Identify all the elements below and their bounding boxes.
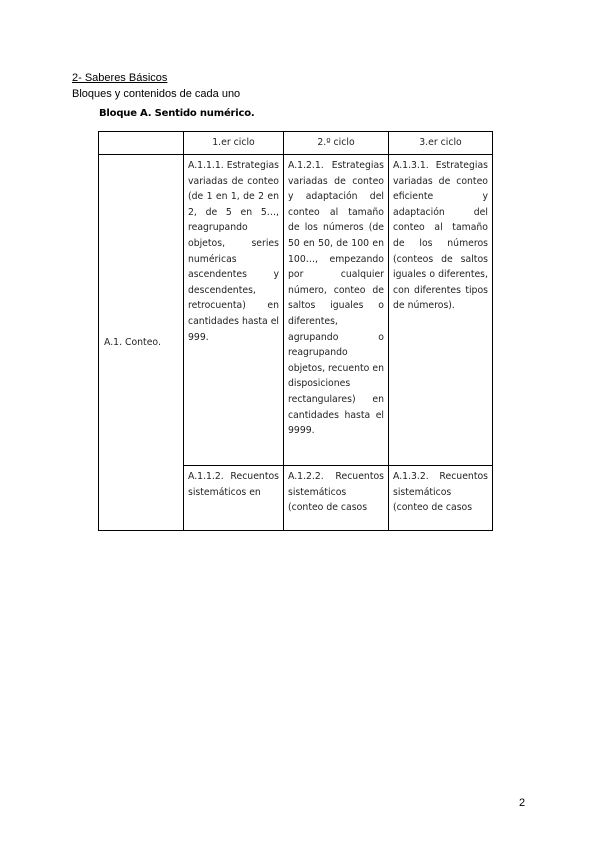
table-cell-2-1-text: A.1.1.2. Recuentos sistemáticos en: [188, 471, 279, 498]
table-cell-1-2: A.1.2.1. Estrategias variadas de conteo y adaptación del conteo al tamaño de los números (de 50 en 50, de 100 en 100…, empezando por cualquier número, conteo de saltos iguales o diferentes, agrupando o reagrupando objetos, recuento en disposiciones rectangulares) en cantidades hasta el 9999.: [284, 155, 389, 466]
section-subtitle: Bloques y contenidos de cada uno: [72, 88, 241, 100]
table-cell-2-3-text: A.1.3.2. Recuentos sistemáticos (conteo de casos: [393, 471, 488, 514]
block-title: Bloque A. Sentido numérico.: [99, 108, 255, 119]
page-number: 2: [519, 797, 526, 809]
table-cell-1-3: A.1.3.1. Estrategias variadas de conteo eficiente y adaptación del conteo al tamaño de los números (conteos de saltos iguales o diferentes, con diferentes tipos de números).: [389, 155, 493, 466]
table-cell-2-3: [389, 466, 493, 531]
table-cell-2-1: [184, 466, 284, 531]
table-cell-2-2-text: A.1.2.2. Recuentos sistemáticos (conteo de casos: [288, 471, 384, 514]
table-header-cycle-3: 3.er ciclo: [389, 132, 493, 155]
table-header-empty: [99, 132, 184, 155]
contents-table: [98, 131, 493, 531]
row-label-conteo: A.1. Conteo.: [99, 155, 184, 531]
table-header-cycle-1: 1.er ciclo: [184, 132, 284, 155]
table-row: [99, 155, 493, 466]
table-cell-1-1: A.1.1.1. Estrategias variadas de conteo (de 1 en 1, de 2 en 2, de 5 en 5…, reagrupando objetos, series numéricas ascendentes y descendentes, retrocuenta) en cantidades hasta el 999.: [184, 155, 284, 466]
table-cell-2-2: [284, 466, 389, 531]
table-header-row: [99, 132, 493, 155]
table-header-cycle-2: 2.º ciclo: [284, 132, 389, 155]
section-title: 2- Saberes Básicos: [72, 72, 168, 84]
